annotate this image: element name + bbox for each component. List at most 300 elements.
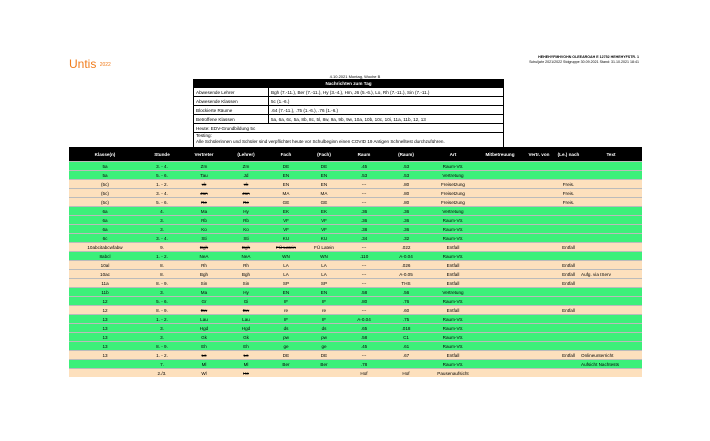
table-cell bbox=[521, 351, 557, 360]
table-cell: 8. - 9. bbox=[141, 279, 183, 288]
table-cell bbox=[580, 333, 642, 342]
logo-year: 2022 bbox=[99, 62, 111, 68]
news-value: 5c (1.-6.) bbox=[269, 97, 504, 106]
table-cell bbox=[557, 342, 580, 351]
table-cell: Gr bbox=[183, 297, 225, 306]
table-cell: ge bbox=[267, 342, 305, 351]
table-cell: SP bbox=[267, 279, 305, 288]
table-cell: Lo bbox=[225, 351, 267, 360]
table-cell: --- bbox=[343, 306, 385, 315]
table-cell bbox=[479, 369, 521, 378]
table-cell: Bw bbox=[225, 306, 267, 315]
news-row bbox=[194, 106, 504, 115]
table-cell: Raum-Vtr. bbox=[427, 333, 479, 342]
table-cell bbox=[580, 207, 642, 216]
table-row bbox=[69, 189, 642, 198]
table-row bbox=[69, 315, 642, 324]
table-cell: 3. - 4. bbox=[141, 162, 183, 171]
table-cell: Vertretung bbox=[427, 171, 479, 180]
table-cell bbox=[557, 297, 580, 306]
table-cell: Hgd bbox=[225, 324, 267, 333]
table-cell: .36 bbox=[385, 225, 427, 234]
table-cell: 3. bbox=[141, 288, 183, 297]
table-cell: Re bbox=[225, 198, 267, 207]
table-cell: Wl bbox=[183, 369, 225, 378]
table-cell bbox=[580, 288, 642, 297]
table-cell: 8. - 9. bbox=[141, 342, 183, 351]
table-cell: MA bbox=[305, 189, 343, 198]
table-cell bbox=[479, 315, 521, 324]
table-cell: 6c bbox=[69, 234, 141, 243]
table-row bbox=[69, 333, 642, 342]
table-cell: Entfall bbox=[427, 306, 479, 315]
table-cell: GE bbox=[305, 198, 343, 207]
table-cell: .56 bbox=[385, 288, 427, 297]
table-cell: 13 bbox=[69, 324, 141, 333]
table-cell: Raum-Vtr. bbox=[427, 252, 479, 261]
school-header bbox=[529, 55, 639, 65]
news-value: .64 (7.-11.), .75 (1.-6.), .76 (1.-6.) bbox=[269, 106, 504, 115]
news-row bbox=[194, 88, 504, 97]
table-cell bbox=[521, 243, 557, 252]
date-title: 4.10.2021 Montag, Woche B bbox=[329, 74, 381, 79]
table-cell bbox=[479, 243, 521, 252]
table-cell bbox=[557, 288, 580, 297]
table-cell bbox=[479, 279, 521, 288]
news-row bbox=[194, 97, 504, 106]
table-cell: Entfall bbox=[427, 243, 479, 252]
school-info: Schuljahr 2021/2022 Stdgruppe 30.09.2021 Stand: 31.10.2021 18:41 bbox=[529, 60, 639, 64]
table-cell: .60 bbox=[385, 306, 427, 315]
table-cell bbox=[521, 369, 557, 378]
table-cell: Hgd bbox=[183, 324, 225, 333]
table-cell bbox=[557, 216, 580, 225]
table-cell bbox=[479, 360, 521, 369]
table-cell: --- bbox=[343, 189, 385, 198]
news-label: Abwesende Klassen bbox=[194, 97, 269, 106]
table-cell: 8. bbox=[141, 261, 183, 270]
news-row bbox=[194, 124, 504, 133]
table-cell: 1. - 2. bbox=[141, 252, 183, 261]
table-cell: .45 bbox=[343, 342, 385, 351]
table-cell: Freisetzung bbox=[427, 180, 479, 189]
table-cell: --- bbox=[343, 351, 385, 360]
table-cell: .53 bbox=[343, 171, 385, 180]
table-cell: 3. bbox=[141, 324, 183, 333]
table-cell: Sti bbox=[225, 234, 267, 243]
table-cell: .80 bbox=[385, 189, 427, 198]
table-cell: Sin bbox=[225, 279, 267, 288]
table-cell bbox=[580, 315, 642, 324]
table-cell: pw bbox=[305, 333, 343, 342]
table-cell bbox=[479, 207, 521, 216]
table-cell bbox=[521, 225, 557, 234]
table-cell: Raum-Vtr. bbox=[427, 315, 479, 324]
table-cell: A-0.04 bbox=[385, 252, 427, 261]
table-cell: --- bbox=[343, 261, 385, 270]
table-cell bbox=[521, 279, 557, 288]
table-cell: EN bbox=[267, 180, 305, 189]
table-cell: .78 bbox=[343, 360, 385, 369]
table-cell: Sin bbox=[183, 279, 225, 288]
table-cell: Freis. bbox=[557, 198, 580, 207]
table-cell: Sti bbox=[183, 234, 225, 243]
table-cell: He bbox=[225, 369, 267, 378]
table-cell: C1 bbox=[385, 333, 427, 342]
table-cell: Raum-Vtr. bbox=[427, 297, 479, 306]
table-cell: ge bbox=[305, 342, 343, 351]
table-row bbox=[69, 261, 642, 270]
table-cell: Rh bbox=[225, 261, 267, 270]
table-cell: Freisetzung bbox=[427, 198, 479, 207]
table-cell: Entfall bbox=[557, 270, 580, 279]
table-cell bbox=[521, 180, 557, 189]
table-cell: Ber bbox=[267, 360, 305, 369]
testing-text: Alle Schülerinnen und Schüler sind verpflichtet heute vor Schulbeginn einen COVID 19 Antigen Schnelltest durchzuführen. bbox=[196, 138, 445, 144]
column-header: Raum bbox=[343, 147, 385, 162]
table-cell bbox=[557, 315, 580, 324]
table-row bbox=[69, 351, 642, 360]
table-cell: Zm bbox=[183, 162, 225, 171]
table-cell: 8. - 9. bbox=[141, 306, 183, 315]
table-cell: Bgh bbox=[225, 243, 267, 252]
table-cell: 13 bbox=[69, 315, 141, 324]
table-cell bbox=[267, 369, 305, 378]
table-cell: 12 bbox=[69, 306, 141, 315]
table-cell: 6a bbox=[69, 207, 141, 216]
table-cell: LA bbox=[267, 270, 305, 279]
news-label: Betroffene Klassen bbox=[194, 115, 269, 124]
column-header: Stunde bbox=[141, 147, 183, 162]
table-cell: Hof bbox=[343, 369, 385, 378]
table-cell: LA bbox=[305, 270, 343, 279]
table-cell bbox=[557, 333, 580, 342]
table-cell: Entfall bbox=[557, 243, 580, 252]
table-cell: Onlineunterricht bbox=[580, 351, 642, 360]
table-row bbox=[69, 288, 642, 297]
table-body bbox=[69, 162, 642, 378]
table-cell: Raum-Vtr. bbox=[427, 216, 479, 225]
table-cell: re bbox=[305, 306, 343, 315]
table-cell: Freis. bbox=[557, 189, 580, 198]
table-cell: Aufsicht Nachtests bbox=[580, 360, 642, 369]
table-cell bbox=[479, 180, 521, 189]
table-cell: Zm bbox=[225, 162, 267, 171]
table-cell bbox=[479, 261, 521, 270]
table-header-row bbox=[69, 147, 642, 162]
table-cell: Pausenaufsicht bbox=[427, 369, 479, 378]
table-cell: IF bbox=[305, 315, 343, 324]
table-cell: Aufg. via IServ bbox=[580, 270, 642, 279]
table-cell: 4. bbox=[141, 207, 183, 216]
column-header: Text bbox=[580, 147, 642, 162]
table-cell: --- bbox=[343, 270, 385, 279]
table-cell: 2./3. bbox=[141, 369, 183, 378]
table-cell bbox=[580, 279, 642, 288]
table-cell: 10ac bbox=[69, 270, 141, 279]
column-header: Mitbetreuung bbox=[479, 147, 521, 162]
table-cell: Bw bbox=[183, 306, 225, 315]
table-cell: Entfall bbox=[427, 270, 479, 279]
table-cell: 6a bbox=[69, 216, 141, 225]
table-cell: Freis. bbox=[557, 180, 580, 189]
school-name: HEHEHYFMHVOHN OLEEAROAH E 12752 HEHEHYFSTR. 1 bbox=[538, 55, 639, 59]
table-row bbox=[69, 360, 642, 369]
table-cell: 8abcl bbox=[69, 252, 141, 261]
table-cell: .36 bbox=[385, 216, 427, 225]
table-cell: Rb bbox=[225, 216, 267, 225]
column-header: (Lehrer) bbox=[225, 147, 267, 162]
table-cell: Vertretung bbox=[427, 288, 479, 297]
column-header: (Fach) bbox=[305, 147, 343, 162]
table-cell: Bgh bbox=[183, 243, 225, 252]
table-cell: 13 bbox=[69, 333, 141, 342]
table-cell: .75 bbox=[385, 315, 427, 324]
table-cell bbox=[521, 270, 557, 279]
table-cell: Entfall bbox=[557, 351, 580, 360]
table-cell bbox=[580, 198, 642, 207]
table-cell bbox=[580, 306, 642, 315]
table-cell: 6a bbox=[69, 225, 141, 234]
table-cell: IF bbox=[267, 297, 305, 306]
table-cell bbox=[580, 171, 642, 180]
table-cell: .76 bbox=[385, 297, 427, 306]
news-label: Abwesende Lehrer bbox=[194, 88, 269, 97]
table-cell: .53 bbox=[385, 162, 427, 171]
table-cell: .026 bbox=[385, 261, 427, 270]
table-cell: .80 bbox=[385, 180, 427, 189]
table-cell bbox=[557, 207, 580, 216]
table-cell: Re bbox=[183, 198, 225, 207]
table-cell: FÜ Latein bbox=[305, 243, 343, 252]
table-cell: VF bbox=[267, 225, 305, 234]
table-cell: VF bbox=[267, 216, 305, 225]
table-cell: (5c) bbox=[69, 198, 141, 207]
table-cell bbox=[580, 189, 642, 198]
table-cell: Entfall bbox=[427, 351, 479, 360]
table-cell: .36 bbox=[343, 216, 385, 225]
table-cell: Tau bbox=[183, 171, 225, 180]
table-cell: Hy bbox=[225, 207, 267, 216]
table-row bbox=[69, 369, 642, 378]
news-row bbox=[194, 115, 504, 124]
table-cell: EK bbox=[305, 207, 343, 216]
table-cell bbox=[557, 252, 580, 261]
table-cell: 5. - 6. bbox=[141, 297, 183, 306]
table-cell: Vertretung bbox=[427, 207, 479, 216]
table-cell: .34 bbox=[343, 234, 385, 243]
table-cell: EK bbox=[267, 207, 305, 216]
table-cell bbox=[521, 261, 557, 270]
table-cell bbox=[479, 270, 521, 279]
table-cell: Raum-Vtr. bbox=[427, 234, 479, 243]
news-table bbox=[193, 79, 504, 149]
table-cell: Jan bbox=[183, 189, 225, 198]
table-cell: 3. bbox=[141, 216, 183, 225]
table-cell bbox=[521, 198, 557, 207]
table-cell bbox=[557, 360, 580, 369]
table-row bbox=[69, 279, 642, 288]
table-cell: 1. - 2. bbox=[141, 315, 183, 324]
table-cell: Freisetzung bbox=[427, 189, 479, 198]
table-cell: re bbox=[267, 306, 305, 315]
table-cell: Jan bbox=[225, 189, 267, 198]
table-cell bbox=[557, 324, 580, 333]
table-cell: KU bbox=[305, 234, 343, 243]
table-cell: Bgh bbox=[225, 270, 267, 279]
table-cell: NeA bbox=[183, 252, 225, 261]
table-cell: DE bbox=[267, 351, 305, 360]
table-cell: Ko bbox=[183, 225, 225, 234]
table-cell: vk bbox=[183, 180, 225, 189]
table-cell: Eh bbox=[183, 342, 225, 351]
table-cell bbox=[521, 207, 557, 216]
column-header: Fach bbox=[267, 147, 305, 162]
table-cell bbox=[69, 360, 141, 369]
table-cell: 11b bbox=[69, 288, 141, 297]
table-cell bbox=[479, 342, 521, 351]
table-cell bbox=[580, 342, 642, 351]
table-cell bbox=[580, 225, 642, 234]
table-cell: .36 bbox=[343, 207, 385, 216]
table-cell: Raum-Vtr. bbox=[427, 162, 479, 171]
table-cell bbox=[557, 225, 580, 234]
column-header: Klasse(n) bbox=[69, 147, 141, 162]
table-cell: .67 bbox=[385, 351, 427, 360]
table-cell: VF bbox=[305, 225, 343, 234]
table-cell: Raum-Vtr. bbox=[427, 225, 479, 234]
table-cell bbox=[521, 171, 557, 180]
table-cell: 10abcitabcwfabw bbox=[69, 243, 141, 252]
table-cell: Ber bbox=[305, 360, 343, 369]
table-cell: ds bbox=[267, 324, 305, 333]
table-cell: Lau bbox=[183, 315, 225, 324]
table-row bbox=[69, 216, 642, 225]
table-cell bbox=[521, 297, 557, 306]
table-cell: Bgh bbox=[183, 270, 225, 279]
table-cell bbox=[479, 288, 521, 297]
table-cell: Lo bbox=[183, 351, 225, 360]
table-cell: LA bbox=[267, 261, 305, 270]
table-cell bbox=[580, 324, 642, 333]
table-cell: 13 bbox=[69, 351, 141, 360]
table-cell: --- bbox=[343, 243, 385, 252]
table-cell: 9. bbox=[141, 243, 183, 252]
table-cell: SP bbox=[305, 279, 343, 288]
table-cell bbox=[557, 369, 580, 378]
table-cell: 3. bbox=[141, 333, 183, 342]
table-cell: 3. bbox=[141, 225, 183, 234]
table-row bbox=[69, 225, 642, 234]
substitution-table bbox=[69, 147, 642, 377]
table-cell: EN bbox=[267, 288, 305, 297]
table-cell: GE bbox=[267, 198, 305, 207]
testing-title: Testing: bbox=[196, 133, 212, 138]
table-cell bbox=[557, 162, 580, 171]
table-row bbox=[69, 306, 642, 315]
table-cell bbox=[580, 261, 642, 270]
table-cell: (5c) bbox=[69, 180, 141, 189]
table-cell bbox=[479, 252, 521, 261]
table-row bbox=[69, 270, 642, 279]
table-cell: EN bbox=[305, 288, 343, 297]
table-cell: (5c) bbox=[69, 189, 141, 198]
table-cell: --- bbox=[343, 198, 385, 207]
table-cell: 8. bbox=[141, 270, 183, 279]
table-cell bbox=[580, 369, 642, 378]
table-cell bbox=[580, 180, 642, 189]
column-header: Vertr. von bbox=[521, 147, 557, 162]
news-value: 5a, 6a, 6c, 5a, 8b, 8c, 5l, 8w, 9a, 9b, 9w, 10a, 10b, 10c, 10i, 11a, 11b, 12, 13 bbox=[269, 115, 504, 124]
table-cell: Jd bbox=[225, 171, 267, 180]
table-cell bbox=[557, 171, 580, 180]
table-cell: DE bbox=[305, 351, 343, 360]
table-cell: Rb bbox=[183, 216, 225, 225]
table-cell bbox=[580, 234, 642, 243]
table-cell: Ma bbox=[183, 207, 225, 216]
table-row bbox=[69, 180, 642, 189]
table-cell: MA bbox=[267, 189, 305, 198]
table-cell: VF bbox=[305, 216, 343, 225]
table-cell: A-0.04 bbox=[343, 315, 385, 324]
table-cell: Eh bbox=[225, 342, 267, 351]
logo-text: Untis bbox=[69, 57, 97, 71]
table-cell bbox=[580, 243, 642, 252]
table-cell: Entfall bbox=[557, 306, 580, 315]
table-cell bbox=[479, 189, 521, 198]
table-cell: .53 bbox=[385, 171, 427, 180]
table-cell: 5a bbox=[69, 171, 141, 180]
table-cell: 1. - 2. bbox=[141, 180, 183, 189]
table-cell: ds bbox=[305, 324, 343, 333]
table-cell: Entfall bbox=[557, 261, 580, 270]
untis-logo bbox=[69, 57, 111, 71]
table-cell bbox=[521, 288, 557, 297]
table-cell: Entfall bbox=[557, 279, 580, 288]
table-cell: 5. - 6. bbox=[141, 198, 183, 207]
table-cell: Gk bbox=[225, 333, 267, 342]
table-cell: DE bbox=[305, 162, 343, 171]
table-cell bbox=[521, 306, 557, 315]
table-cell: IF bbox=[305, 297, 343, 306]
table-cell: KU bbox=[267, 234, 305, 243]
table-cell: 12 bbox=[69, 297, 141, 306]
table-row bbox=[69, 252, 642, 261]
table-row bbox=[69, 324, 642, 333]
table-cell: .58 bbox=[343, 288, 385, 297]
table-cell bbox=[479, 162, 521, 171]
table-cell: Ml bbox=[225, 360, 267, 369]
table-cell: .38 bbox=[343, 225, 385, 234]
news-label: Blockierte Räume bbox=[194, 106, 269, 115]
table-cell: IF bbox=[267, 315, 305, 324]
table-cell bbox=[521, 315, 557, 324]
table-cell: Gk bbox=[183, 333, 225, 342]
column-header: Vertreter bbox=[183, 147, 225, 162]
table-cell: 5. - 6. bbox=[141, 171, 183, 180]
table-cell: NeA bbox=[225, 252, 267, 261]
table-cell bbox=[521, 189, 557, 198]
table-cell: 10al bbox=[69, 261, 141, 270]
table-cell bbox=[521, 333, 557, 342]
table-row bbox=[69, 243, 642, 252]
table-row bbox=[69, 297, 642, 306]
table-row bbox=[69, 342, 642, 351]
table-cell: DE bbox=[267, 162, 305, 171]
table-cell: 13 bbox=[69, 342, 141, 351]
table-cell bbox=[479, 333, 521, 342]
table-cell: .110 bbox=[343, 252, 385, 261]
